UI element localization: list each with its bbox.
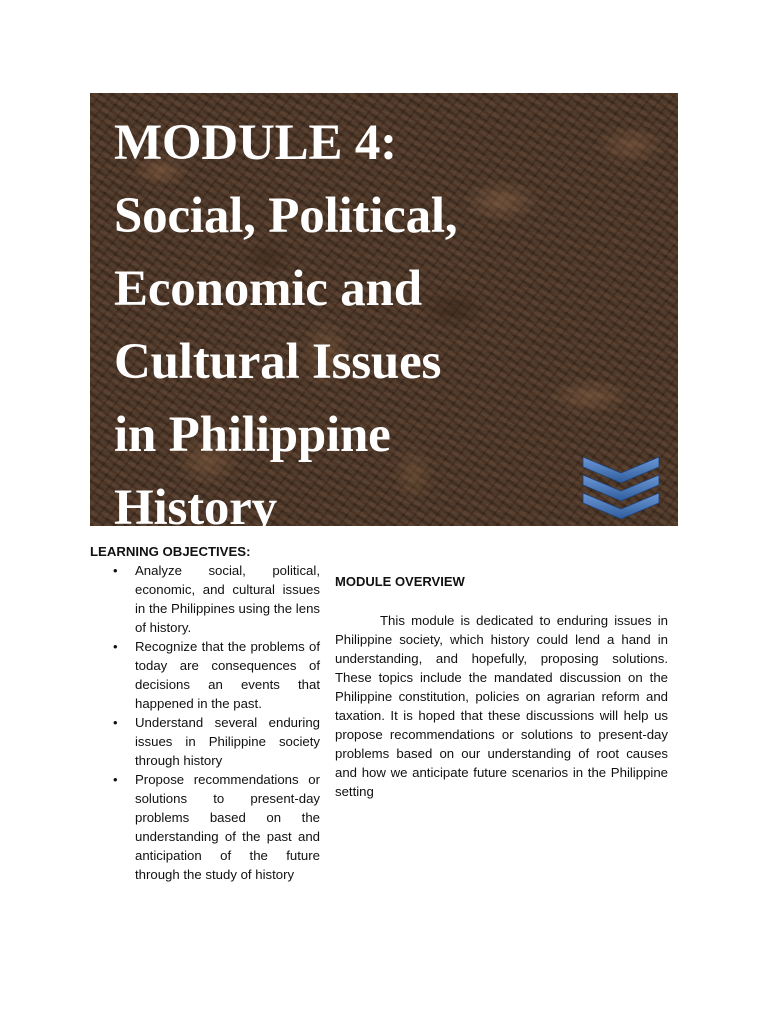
title-line: MODULE 4: [114,115,397,171]
bullet-icon: • [113,715,118,730]
objective-text: Understand several enduring issues in Philippine society through history [135,715,320,768]
title-line: Social, Political, [114,188,458,244]
overview-heading: MODULE OVERVIEW [335,574,465,589]
title-line: Cultural Issues [114,334,442,390]
objective-text: Propose recommendations or solutions to present-day problems based on the understanding of the past and anticipation of the future through the study of history [135,772,320,882]
title-line: History [114,480,277,536]
bullet-icon: • [113,639,118,654]
module-title [114,107,457,545]
objectives-list [90,561,320,884]
bullet-icon: • [113,772,118,787]
list-item [90,561,320,637]
module-overview [335,573,668,801]
module-banner [90,93,678,536]
list-item [90,713,320,770]
bullet-icon: • [113,563,118,578]
title-line: in Philippine [114,407,391,463]
overview-body: This module is dedicated to enduring issues in Philippine society, which history could lend a hand in understanding, and hopefully, proposing solutions. These topics include the mandated discussion on the Philippine constitution, policies on agrarian reform and taxation. It is hoped that these discussions will help us propose recommendations or solutions to present-day problems based on our understanding of root causes and how we anticipate future scenarios in the Philippine setting [335,613,668,799]
objective-text: Analyze social, political, economic, and cultural issues in the Philippines using the lens of history. [135,563,320,635]
title-line: Economic and [114,261,422,317]
list-item [90,770,320,884]
objectives-heading: LEARNING OBJECTIVES: [90,544,251,559]
chevron-down-icon [581,453,661,519]
learning-objectives [90,543,320,884]
objective-text: Recognize that the problems of today are consequences of decisions an events that happened in the past. [135,639,320,711]
list-item [90,637,320,713]
